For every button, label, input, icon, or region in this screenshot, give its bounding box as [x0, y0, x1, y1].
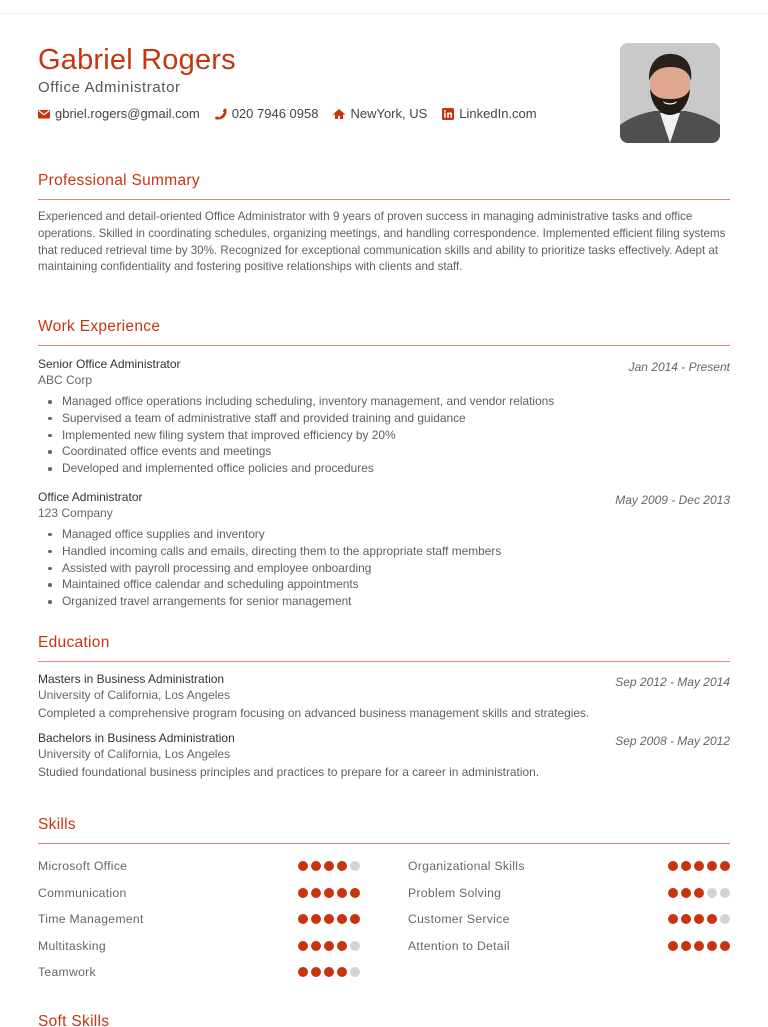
- rating-dot-filled: [337, 914, 347, 924]
- skill-name: Microsoft Office: [38, 859, 128, 874]
- experience-section: [38, 318, 730, 610]
- skill-name: Teamwork: [38, 965, 96, 980]
- section-divider: [38, 661, 730, 662]
- skill-rating: [298, 888, 360, 898]
- education-entry: [38, 731, 730, 779]
- education-heading: Education: [38, 634, 110, 651]
- rating-dot-filled: [337, 861, 347, 871]
- rating-dot-empty: [350, 941, 360, 951]
- education-entry: [38, 672, 730, 720]
- skill-rating: [298, 914, 360, 924]
- job-role: Senior Office Administrator: [38, 357, 181, 371]
- summary-section: [38, 172, 730, 276]
- rating-dot-empty: [707, 888, 717, 898]
- skill-row: [38, 906, 360, 933]
- skills-section: [38, 816, 730, 986]
- bullet-item: Organized travel arrangements for senior management: [38, 593, 730, 610]
- rating-dot-filled: [707, 861, 717, 871]
- rating-dot-filled: [681, 914, 691, 924]
- rating-dot-filled: [350, 914, 360, 924]
- job-entry: [38, 357, 730, 477]
- contact-info: [38, 106, 552, 121]
- rating-dot-filled: [668, 941, 678, 951]
- skill-name: Customer Service: [408, 912, 510, 927]
- school: University of California, Los Angeles: [38, 688, 231, 702]
- contact-location[interactable]: [333, 106, 427, 121]
- skill-name: Multitasking: [38, 938, 106, 953]
- bullet-item: Managed office supplies and inventory: [38, 526, 730, 543]
- skill-name: Problem Solving: [408, 885, 502, 900]
- rating-dot-filled: [311, 888, 321, 898]
- skill-row: [408, 853, 730, 880]
- degree: Masters in Business Administration: [38, 672, 225, 686]
- location-text: NewYork, US: [350, 106, 428, 121]
- rating-dot-empty: [720, 914, 730, 924]
- phone-text: 020 7946 0958: [231, 106, 319, 121]
- rating-dot-filled: [694, 941, 704, 951]
- job-dates: May 2009 - Dec 2013: [615, 492, 730, 507]
- rating-dot-filled: [298, 941, 308, 951]
- job-bullets: [38, 526, 730, 610]
- skill-name: Organizational Skills: [408, 859, 525, 874]
- rating-dot-filled: [694, 914, 704, 924]
- rating-dot-filled: [720, 861, 730, 871]
- skill-rating: [668, 914, 730, 924]
- rating-dot-filled: [681, 861, 691, 871]
- rating-dot-empty: [350, 861, 360, 871]
- job-role: Office Administrator: [38, 489, 143, 504]
- job-bullets: [38, 393, 730, 477]
- summary-text: Experienced and detail-oriented Office Administrator with 9 years of proven success in managing administrative tasks and office operations. Skilled in coordinating schedules, organizing meetings, and handling correspondence. Implemented efficient filing systems that reduced retrieval time by 30%. Recognized for exceptional communication skills and ability to prioritize tasks effectively. Adept at maintaining confidentiality and fostering positive relationships with clients and staff.: [38, 210, 726, 274]
- bullet-item: Managed office operations including scheduling, inventory management, and vendor relations: [38, 393, 730, 410]
- job-company: 123 Company: [38, 505, 113, 520]
- rating-dot-filled: [694, 888, 704, 898]
- skill-name: Communication: [38, 885, 127, 900]
- envelope-icon: [38, 108, 50, 120]
- rating-dot-filled: [298, 861, 308, 871]
- bullet-item: Supervised a team of administrative staff and provided training and guidance: [38, 410, 730, 427]
- linkedin-icon: [442, 108, 454, 120]
- degree: Bachelors in Business Administration: [38, 731, 235, 745]
- skill-rating: [298, 941, 360, 951]
- rating-dot-filled: [337, 967, 347, 977]
- skill-rating: [668, 941, 730, 951]
- contact-phone[interactable]: [215, 106, 319, 121]
- skill-row: [408, 880, 730, 907]
- rating-dot-filled: [681, 941, 691, 951]
- rating-dot-filled: [668, 914, 678, 924]
- bullet-item: Implemented new filing system that improved efficiency by 20%: [38, 427, 730, 444]
- skill-row: [38, 880, 360, 907]
- job-dates: Jan 2014 - Present: [628, 360, 730, 374]
- rating-dot-filled: [324, 967, 334, 977]
- rating-dot-filled: [337, 941, 347, 951]
- rating-dot-filled: [311, 861, 321, 871]
- skill-name: Attention to Detail: [408, 938, 510, 953]
- resume-header: [38, 0, 730, 160]
- candidate-name: Gabriel Rogers: [38, 44, 236, 76]
- job-entry: [38, 490, 730, 610]
- rating-dot-filled: [694, 861, 704, 871]
- soft-skills-heading: Soft Skills: [38, 1013, 110, 1027]
- experience-heading: Work Experience: [38, 318, 161, 335]
- rating-dot-filled: [324, 914, 334, 924]
- section-divider: [38, 199, 730, 200]
- contact-linkedin[interactable]: [442, 106, 536, 121]
- linkedin-text: LinkedIn.com: [459, 106, 537, 121]
- skill-rating: [668, 888, 730, 898]
- candidate-title: Office Administrator: [38, 79, 181, 96]
- rating-dot-filled: [350, 888, 360, 898]
- rating-dot-filled: [337, 888, 347, 898]
- phone-icon: [215, 108, 227, 120]
- education-dates: Sep 2012 - May 2014: [615, 675, 730, 689]
- rating-dot-filled: [707, 941, 717, 951]
- skills-heading: Skills: [38, 816, 76, 833]
- rating-dot-filled: [324, 861, 334, 871]
- rating-dot-filled: [311, 967, 321, 977]
- rating-dot-empty: [350, 967, 360, 977]
- skill-row: [408, 906, 730, 933]
- rating-dot-filled: [298, 888, 308, 898]
- email-text: gbriel.rogers@gmail.com: [55, 106, 200, 121]
- home-icon: [333, 108, 345, 120]
- rating-dot-filled: [311, 941, 321, 951]
- summary-heading: Professional Summary: [38, 172, 200, 189]
- rating-dot-filled: [668, 861, 678, 871]
- section-divider: [38, 843, 730, 844]
- school: University of California, Los Angeles: [38, 747, 231, 761]
- rating-dot-filled: [324, 941, 334, 951]
- bullet-item: Coordinated office events and meetings: [38, 443, 730, 460]
- rating-dot-filled: [311, 914, 321, 924]
- skill-row: [38, 933, 360, 960]
- rating-dot-empty: [720, 888, 730, 898]
- rating-dot-filled: [298, 967, 308, 977]
- education-section: [38, 634, 730, 779]
- skill-name: Time Management: [38, 912, 144, 927]
- skill-row: [38, 853, 360, 880]
- skill-rating: [298, 861, 360, 871]
- skill-row: [408, 933, 730, 960]
- bullet-item: Handled incoming calls and emails, directing them to the appropriate staff members: [38, 543, 730, 560]
- resume-page: [38, 0, 730, 1027]
- rating-dot-filled: [668, 888, 678, 898]
- skill-rating: [668, 861, 730, 871]
- rating-dot-filled: [324, 888, 334, 898]
- skill-row: [38, 959, 360, 986]
- section-divider: [38, 345, 730, 346]
- contact-email[interactable]: [38, 106, 200, 121]
- rating-dot-filled: [720, 941, 730, 951]
- education-description: Completed a comprehensive program focusing on advanced business management skills and strategies.: [38, 706, 590, 720]
- education-description: Studied foundational business principles and practices to prepare for a career in administration.: [38, 765, 540, 779]
- profile-photo: [620, 43, 720, 143]
- skill-rating: [298, 967, 360, 977]
- soft-skills-section: [38, 1013, 730, 1027]
- bullet-item: Assisted with payroll processing and employee onboarding: [38, 560, 730, 577]
- bullet-item: Maintained office calendar and scheduling appointments: [38, 576, 730, 593]
- rating-dot-filled: [298, 914, 308, 924]
- education-dates: Sep 2008 - May 2012: [615, 734, 730, 748]
- rating-dot-filled: [707, 914, 717, 924]
- bullet-item: Developed and implemented office policies and procedures: [38, 460, 730, 477]
- job-company: ABC Corp: [38, 373, 93, 387]
- skills-grid: [38, 853, 730, 986]
- rating-dot-filled: [681, 888, 691, 898]
